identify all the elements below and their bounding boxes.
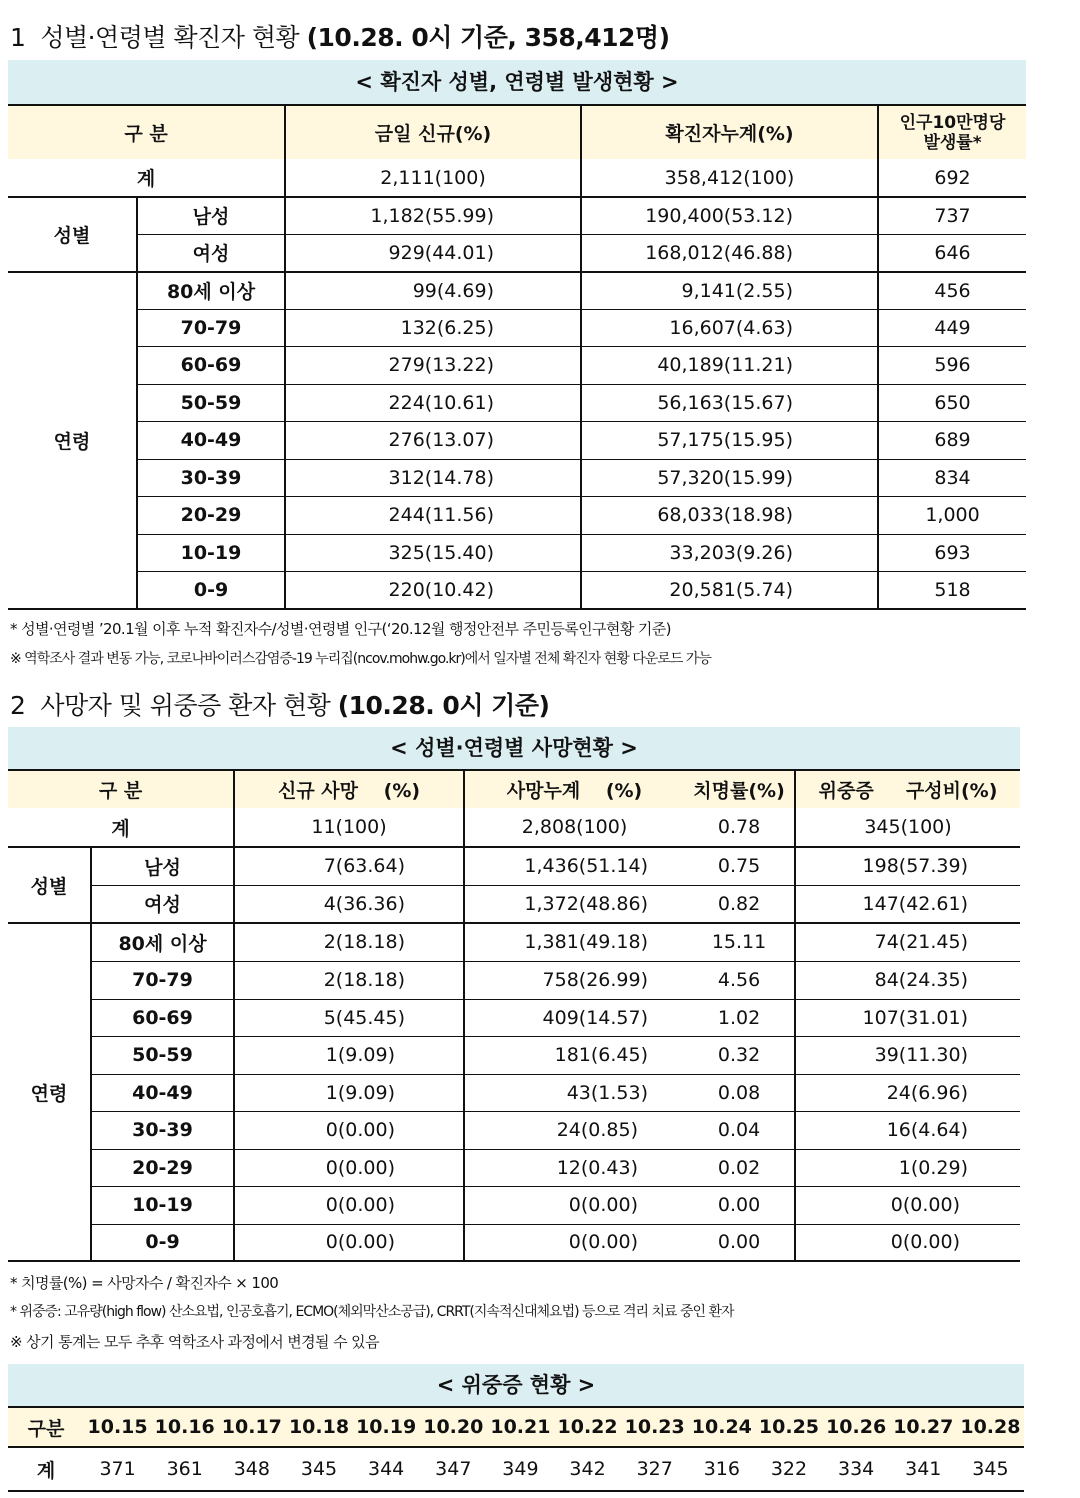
header-cumulative: 확진자누계(%) (581, 105, 878, 159)
trend-header-label: 구분 (8, 1407, 84, 1447)
total-rate: 692 (878, 159, 1026, 197)
total-label: 계 (8, 808, 234, 847)
row-new: 2(18.18) (234, 923, 464, 961)
table-row (8, 384, 1026, 421)
table-row (8, 459, 1026, 496)
trend-value-1: 361 (151, 1447, 218, 1491)
trend-value-8: 327 (621, 1447, 688, 1491)
row-cumulative: 20,581(5.74) (581, 571, 878, 609)
row-severe: 107(31.01) (795, 999, 1020, 1036)
trend-date-13: 10.28 (957, 1407, 1024, 1447)
trend-value-12: 341 (890, 1447, 957, 1491)
age-group-label: 연령 (8, 923, 91, 1261)
table-row (8, 534, 1026, 571)
row-label: 70-79 (137, 309, 285, 346)
row-new: 7(63.64) (234, 847, 464, 885)
row-cumulative: 56,163(15.67) (581, 384, 878, 421)
row-new: 5(45.45) (234, 999, 464, 1036)
row-new: 244(11.56) (285, 496, 581, 534)
row-severe: 147(42.61) (795, 885, 1020, 923)
row-new: 1(9.09) (234, 1074, 464, 1111)
row-severe: 84(24.35) (795, 961, 1020, 999)
row-severe: 1(0.29) (795, 1149, 1020, 1186)
trend-date-10: 10.25 (755, 1407, 822, 1447)
row-rate: 650 (878, 384, 1026, 421)
header-cum-deaths: 사망누계 (%) (464, 770, 684, 808)
table-row (8, 923, 1020, 961)
trend-date-6: 10.21 (487, 1407, 554, 1447)
section2-note-2: * 위중증: 고유량(high flow) 산소요법, 인공호흡기, ECMO(체외막산소공급), CRRT(지속적신대체요법) 등으로 격리 치료 중인 환자 (10, 1304, 734, 1320)
row-severe: 39(11.30) (795, 1036, 1020, 1074)
table-row (8, 961, 1020, 999)
header-fatality: 치명률(%) (684, 770, 795, 808)
confirmed-cases-table (8, 104, 1026, 610)
row-fatality: 0.75 (684, 847, 795, 885)
table-row (8, 885, 1020, 923)
trend-date-9: 10.24 (688, 1407, 755, 1447)
row-cumulative: 1,381(49.18) (464, 923, 684, 961)
total-severe: 345(100) (795, 808, 1020, 847)
row-cumulative: 16,607(4.63) (581, 309, 878, 346)
row-new: 0(0.00) (234, 1111, 464, 1149)
table-row (8, 496, 1026, 534)
row-label: 70-79 (91, 961, 234, 999)
row-fatality: 15.11 (684, 923, 795, 961)
sex-group-label: 성별 (8, 847, 91, 923)
row-rate: 646 (878, 234, 1026, 272)
table-row (8, 1111, 1020, 1149)
severe-trend-table (8, 1406, 1024, 1492)
row-cumulative: 0(0.00) (464, 1186, 684, 1224)
row-rate: 693 (878, 534, 1026, 571)
row-rate: 1,000 (878, 496, 1026, 534)
severe-trend-banner: < 위중증 현황 > (8, 1364, 1024, 1406)
row-new: 325(15.40) (285, 534, 581, 571)
row-label: 60-69 (91, 999, 234, 1036)
table-row (8, 1036, 1020, 1074)
row-new: 224(10.61) (285, 384, 581, 421)
row-fatality: 0.00 (684, 1224, 795, 1261)
total-cumulative: 358,412(100) (581, 159, 878, 197)
section2-title (10, 686, 549, 722)
trend-date-3: 10.18 (285, 1407, 352, 1447)
total-new: 11(100) (234, 808, 464, 847)
trend-date-7: 10.22 (554, 1407, 621, 1447)
row-label: 남성 (137, 197, 285, 234)
table-row (8, 421, 1026, 459)
section1-title-main: 성별·연령별 확진자 현황 (40, 23, 300, 52)
table-row (8, 1224, 1020, 1261)
row-new: 0(0.00) (234, 1149, 464, 1186)
row-cumulative: 1,372(48.86) (464, 885, 684, 923)
row-label: 30-39 (137, 459, 285, 496)
trend-value-0: 371 (84, 1447, 151, 1491)
row-new: 2(18.18) (234, 961, 464, 999)
table-row (8, 847, 1020, 885)
row-cumulative: 24(0.85) (464, 1111, 684, 1149)
row-severe: 16(4.64) (795, 1111, 1020, 1149)
row-label: 50-59 (137, 384, 285, 421)
section2-title-paren: (10.28. 0시 기준) (337, 691, 550, 720)
row-label: 10-19 (137, 534, 285, 571)
row-label: 50-59 (91, 1036, 234, 1074)
row-cumulative: 409(14.57) (464, 999, 684, 1036)
total-cumulative: 2,808(100) (464, 808, 684, 847)
row-rate: 737 (878, 197, 1026, 234)
row-cumulative: 57,320(15.99) (581, 459, 878, 496)
row-rate: 449 (878, 309, 1026, 346)
table-row-total (8, 159, 1026, 197)
trend-row-label: 계 (8, 1447, 84, 1491)
trend-value-11: 334 (823, 1447, 890, 1491)
header-category: 구 분 (8, 105, 285, 159)
row-label: 20-29 (137, 496, 285, 534)
row-new: 929(44.01) (285, 234, 581, 272)
table-row (8, 197, 1026, 234)
sex-group-label: 성별 (8, 197, 137, 272)
row-fatality: 0.04 (684, 1111, 795, 1149)
row-new: 1(9.09) (234, 1036, 464, 1074)
row-cumulative: 181(6.45) (464, 1036, 684, 1074)
table-row (8, 571, 1026, 609)
table-row (8, 1074, 1020, 1111)
section2-number: 2 (10, 691, 26, 720)
row-cumulative: 12(0.43) (464, 1149, 684, 1186)
row-fatality: 0.08 (684, 1074, 795, 1111)
table-row (8, 309, 1026, 346)
section1-number: 1 (10, 23, 26, 52)
row-cumulative: 40,189(11.21) (581, 346, 878, 384)
row-new: 132(6.25) (285, 309, 581, 346)
trend-value-13: 345 (957, 1447, 1024, 1491)
row-severe: 0(0.00) (795, 1224, 1020, 1261)
row-label: 30-39 (91, 1111, 234, 1149)
trend-date-4: 10.19 (353, 1407, 420, 1447)
age-group-label: 연령 (8, 272, 137, 609)
row-label: 60-69 (137, 346, 285, 384)
trend-date-12: 10.27 (890, 1407, 957, 1447)
row-label: 80세 이상 (91, 923, 234, 961)
row-severe: 74(21.45) (795, 923, 1020, 961)
row-new: 4(36.36) (234, 885, 464, 923)
section2-title-main: 사망자 및 위중증 환자 현황 (40, 691, 331, 720)
row-cumulative: 43(1.53) (464, 1074, 684, 1111)
row-label: 0-9 (91, 1224, 234, 1261)
header-rate-line1: 인구10만명당 (899, 112, 1006, 133)
table-header-row (8, 770, 1020, 808)
row-label: 여성 (91, 885, 234, 923)
row-rate: 834 (878, 459, 1026, 496)
row-label: 80세 이상 (137, 272, 285, 309)
trend-header-row (8, 1407, 1024, 1447)
row-label: 40-49 (91, 1074, 234, 1111)
trend-value-10: 322 (755, 1447, 822, 1491)
row-cumulative: 9,141(2.55) (581, 272, 878, 309)
trend-value-4: 344 (353, 1447, 420, 1491)
section1-note-1: * 성별·연령별 ’20.1월 이후 누적 확진자수/성별·연령별 인구(‘20.12월 행정안전부 주민등록인구현황 기준) (10, 620, 671, 638)
trend-value-2: 348 (218, 1447, 285, 1491)
trend-date-5: 10.20 (420, 1407, 487, 1447)
trend-date-0: 10.15 (84, 1407, 151, 1447)
row-new: 276(13.07) (285, 421, 581, 459)
total-fatality: 0.78 (684, 808, 795, 847)
trend-value-6: 349 (487, 1447, 554, 1491)
table-row (8, 346, 1026, 384)
row-label: 0-9 (137, 571, 285, 609)
trend-value-3: 345 (285, 1447, 352, 1491)
row-fatality: 0.82 (684, 885, 795, 923)
section2-banner: < 성별·연령별 사망현황 > (8, 727, 1020, 769)
section1-note-2: ※ 역학조사 결과 변동 가능, 코로나바이러스감염증-19 누리집(ncov.mohw.go.kr)에서 일자별 전체 확진자 현황 다운로드 가능 (10, 651, 711, 667)
row-cumulative: 1,436(51.14) (464, 847, 684, 885)
table-row (8, 272, 1026, 309)
section1-banner: < 확진자 성별, 연령별 발생현황 > (8, 60, 1026, 104)
row-new: 220(10.42) (285, 571, 581, 609)
row-fatality: 1.02 (684, 999, 795, 1036)
header-category: 구 분 (8, 770, 234, 808)
trend-value-row (8, 1447, 1024, 1491)
row-new: 0(0.00) (234, 1224, 464, 1261)
row-label: 40-49 (137, 421, 285, 459)
header-new: 금일 신규(%) (285, 105, 581, 159)
header-rate (878, 105, 1026, 159)
trend-date-11: 10.26 (823, 1407, 890, 1447)
table-row (8, 234, 1026, 272)
table-row (8, 1186, 1020, 1224)
row-label: 남성 (91, 847, 234, 885)
table-row-total (8, 808, 1020, 847)
trend-value-7: 342 (554, 1447, 621, 1491)
row-severe: 198(57.39) (795, 847, 1020, 885)
row-severe: 0(0.00) (795, 1186, 1020, 1224)
table-row (8, 999, 1020, 1036)
row-cumulative: 190,400(53.12) (581, 197, 878, 234)
row-cumulative: 33,203(9.26) (581, 534, 878, 571)
row-fatality: 0.02 (684, 1149, 795, 1186)
trend-date-8: 10.23 (621, 1407, 688, 1447)
table-header-row (8, 105, 1026, 159)
row-cumulative: 68,033(18.98) (581, 496, 878, 534)
deaths-table (8, 769, 1020, 1262)
row-rate: 689 (878, 421, 1026, 459)
header-new-deaths: 신규 사망 (%) (234, 770, 464, 808)
row-new: 312(14.78) (285, 459, 581, 496)
row-fatality: 0.32 (684, 1036, 795, 1074)
row-cumulative: 758(26.99) (464, 961, 684, 999)
row-label: 20-29 (91, 1149, 234, 1186)
row-fatality: 4.56 (684, 961, 795, 999)
row-fatality: 0.00 (684, 1186, 795, 1224)
total-new: 2,111(100) (285, 159, 581, 197)
trend-value-5: 347 (420, 1447, 487, 1491)
header-severe: 위중증 구성비(%) (795, 770, 1020, 808)
row-label: 여성 (137, 234, 285, 272)
section2-note-1: * 치명률(%) = 사망자수 / 확진자수 × 100 (10, 1274, 279, 1292)
trend-value-9: 316 (688, 1447, 755, 1491)
section2-note-3: ※ 상기 통계는 모두 추후 역학조사 과정에서 변경될 수 있음 (10, 1333, 379, 1351)
row-rate: 518 (878, 571, 1026, 609)
row-cumulative: 57,175(15.95) (581, 421, 878, 459)
row-new: 279(13.22) (285, 346, 581, 384)
row-new: 0(0.00) (234, 1186, 464, 1224)
row-severe: 24(6.96) (795, 1074, 1020, 1111)
table-row (8, 1149, 1020, 1186)
row-new: 1,182(55.99) (285, 197, 581, 234)
row-label: 10-19 (91, 1186, 234, 1224)
trend-date-1: 10.16 (151, 1407, 218, 1447)
row-rate: 596 (878, 346, 1026, 384)
row-new: 99(4.69) (285, 272, 581, 309)
row-rate: 456 (878, 272, 1026, 309)
row-cumulative: 0(0.00) (464, 1224, 684, 1261)
row-cumulative: 168,012(46.88) (581, 234, 878, 272)
section1-title (10, 18, 670, 54)
header-rate-line2: 발생률* (923, 132, 982, 153)
section1-title-paren: (10.28. 0시 기준, 358,412명) (306, 23, 670, 52)
total-label: 계 (8, 159, 285, 197)
trend-date-2: 10.17 (218, 1407, 285, 1447)
